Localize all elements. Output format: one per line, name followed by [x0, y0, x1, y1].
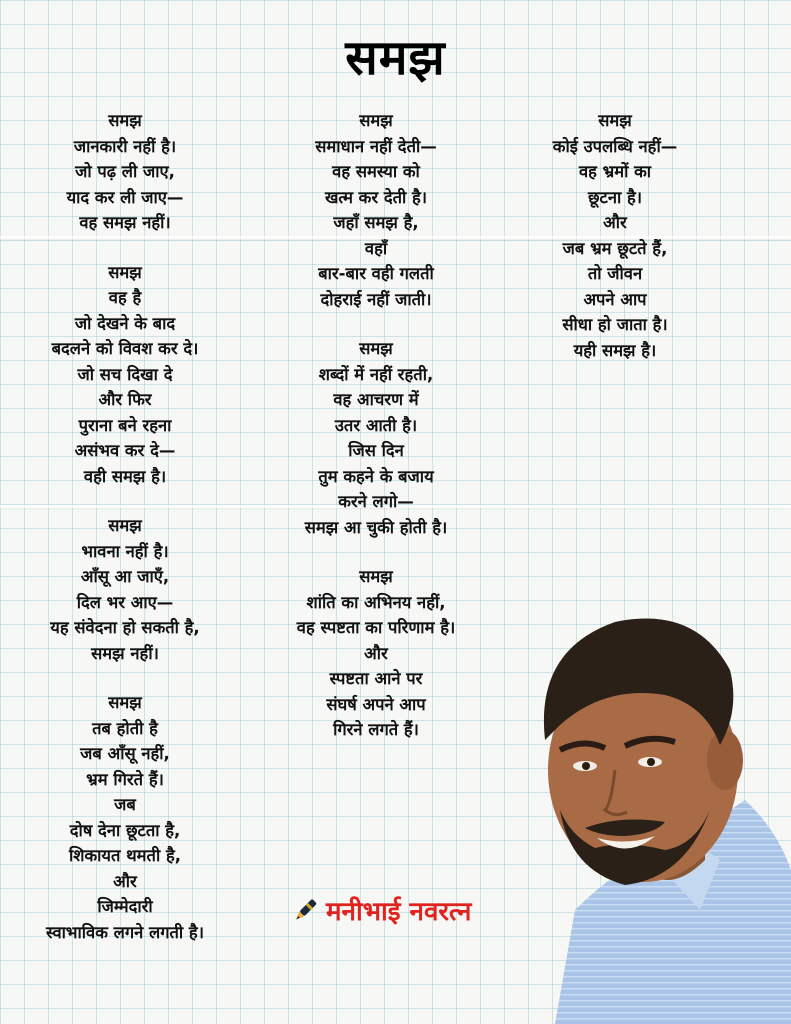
- poem-line: आँसू आ जाएँ,: [80, 567, 170, 586]
- poem-line: समझ: [598, 111, 632, 130]
- poem-line: वह है: [108, 288, 142, 307]
- poem-line: जब: [114, 795, 136, 814]
- poem-stanza: [0, 260, 250, 490]
- poem-line: समझ नहीं।: [91, 643, 159, 663]
- poem-column-1: [0, 108, 250, 969]
- poem-line: संघर्ष अपने आप: [326, 694, 426, 714]
- poem-line: पुराना बने रहना: [78, 415, 172, 435]
- poem-line: उतर आती है।: [334, 415, 418, 435]
- poem-column-2: [262, 108, 490, 767]
- poem-stanza: [262, 336, 490, 540]
- poem-line: जहाँ समझ है,: [333, 213, 419, 232]
- poem-line: भ्रम गिरते हैं।: [86, 769, 164, 789]
- poem-line: बदलने को विवश कर दे।: [51, 339, 199, 358]
- page-title: समझ: [345, 30, 446, 86]
- poem-line: समझ: [108, 111, 142, 130]
- poem-line: और: [113, 871, 137, 891]
- poem-line: और: [364, 643, 388, 663]
- poem-line: तब होती है: [92, 718, 158, 738]
- poem-stanza: [262, 564, 490, 743]
- poem-line: वही समझ है।: [83, 466, 167, 486]
- author-name: मनीभाई नवरत्न: [326, 897, 472, 927]
- pen-icon: [290, 895, 320, 925]
- poem-line: वहाँ: [364, 238, 388, 258]
- poem-column-3: [515, 108, 715, 387]
- poem-line: तुम कहने के बजाय: [318, 466, 434, 486]
- poem-line: शिकायत थमती है,: [68, 846, 182, 865]
- poem-line: जब आँसू नहीं,: [80, 744, 170, 763]
- poem-line: जानकारी नहीं है।: [73, 136, 177, 156]
- poem-line: खत्म कर देती है।: [324, 187, 428, 207]
- poem-line: याद कर ली जाए—: [66, 187, 184, 207]
- poem-line: यह संवेदना हो सकती है,: [50, 618, 200, 637]
- poem-line: समाधान नहीं देती—: [315, 136, 437, 156]
- poem-line: और फिर: [98, 390, 152, 409]
- poem-line: समझ: [108, 262, 142, 282]
- poem-line: और: [603, 213, 627, 232]
- poem-line: वह समझ नहीं।: [79, 213, 171, 232]
- poem-line: कोई उपलब्धि नहीं—: [552, 136, 678, 156]
- poem-line: समझ आ चुकी होती है।: [304, 517, 448, 537]
- poem-line: समझ: [359, 567, 393, 586]
- poem-line: समझ: [359, 111, 393, 130]
- poem-line: भावना नहीं है।: [81, 541, 169, 561]
- poem-line: अपने आप: [583, 289, 647, 309]
- poem-line: जिस दिन: [348, 441, 404, 460]
- poem-line: वह आचरण में: [333, 390, 419, 409]
- poem-line: शांति का अभिनय नहीं,: [306, 592, 446, 612]
- poem-line: दोहराई नहीं जाती।: [320, 289, 432, 309]
- poem-line: दिल भर आए—: [76, 592, 174, 612]
- poem-stanza: [515, 108, 715, 363]
- poem-line: जो देखने के बाद: [74, 313, 176, 333]
- poem-line: तो जीवन: [587, 264, 643, 283]
- poem-line: स्वाभाविक लगने लगती है।: [46, 922, 204, 942]
- poem-stanza: [262, 108, 490, 312]
- poem-line: वह स्पष्टता का परिणाम है।: [296, 618, 456, 637]
- poem-stanza: [0, 690, 250, 945]
- poem-stanza: [0, 108, 250, 236]
- poem-line: दोष देना छूटता है,: [69, 820, 181, 840]
- poem-stanza: [0, 513, 250, 666]
- author-signature: [290, 892, 471, 928]
- poem-line: यही समझ है।: [573, 340, 657, 360]
- poem-line: सीधा हो जाता है।: [562, 315, 668, 334]
- poem-line: स्पष्टता आने पर: [329, 669, 423, 688]
- poem-line: छूटना है।: [587, 187, 643, 207]
- poem-line: जिम्मेदारी: [97, 897, 153, 916]
- poem-line: गिरने लगते हैं।: [333, 720, 419, 739]
- poem-line: वह भ्रमों का: [578, 162, 652, 181]
- poem-line: समझ: [359, 339, 393, 358]
- poem-line: करने लगो—: [338, 492, 414, 511]
- poem-line: वह समस्या को: [332, 162, 420, 181]
- poem-line: जो सच दिखा दे: [77, 364, 173, 384]
- poem-line: समझ: [108, 516, 142, 535]
- poem-line: शब्दों में नहीं रहती,: [318, 364, 434, 384]
- poem-line: जो पढ़ ली जाए,: [75, 162, 175, 181]
- author-photo: [515, 610, 791, 1024]
- poem-line: असंभव कर दे—: [74, 441, 176, 460]
- poem-line: जब भ्रम छूटते हैं,: [562, 238, 668, 258]
- poem-line: बार-बार वही गलती: [318, 264, 434, 283]
- poem-line: समझ: [108, 693, 142, 712]
